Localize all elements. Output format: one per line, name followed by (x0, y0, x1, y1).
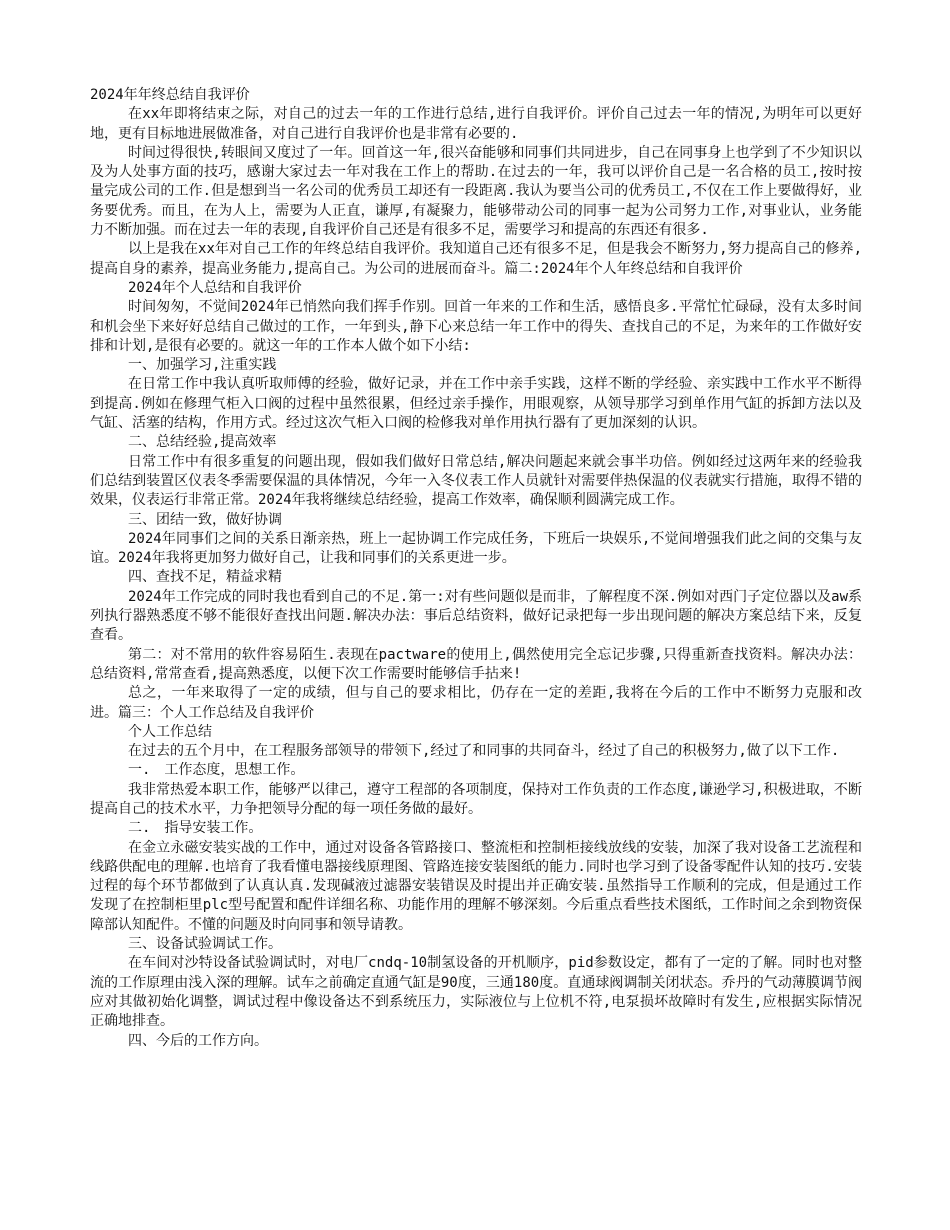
document-title: 2024年年终总结自我评价 (90, 87, 250, 103)
section-heading: 个人工作总结 (128, 723, 212, 740)
section-heading: 二. 指导安装工作。 (128, 820, 263, 837)
document-body (90, 105, 862, 1051)
section-heading: 一. 工作态度，思想工作。 (128, 762, 305, 779)
body-paragraph: 2024年同事们之间的关系日渐亲热，班上一起协调工作完成任务，下班后一块娱乐,不觉间增强我们此之间的交集与友谊。2024年我将更加努力做好自己，让我和同事们的关系更进一步。 (90, 530, 862, 567)
body-paragraph: 2024年工作完成的同时我也看到自己的不足.第一:对有些问题似是而非，了解程度不深.例如对西门子定位器以及aw系列执行器熟悉度不够不能很好查找出问题.解决办法：事后总结资料，做好记录把每一步出现问题的解决方案总结下来，反复查看。 (90, 588, 862, 644)
body-paragraph: 第二：对不常用的软件容易陌生.表现在pactware的使用上,偶然使用完全忘记步骤,只得重新查找资料。解决办法：总结资料,常常查看,提高熟悉度，以便下次工作需要时能够信手拈来! (90, 646, 862, 682)
body-paragraph: 在日常工作中我认真听取师傅的经验，做好记录，并在工作中亲手实践，这样不断的学经验、亲实践中工作水平不断得到提高.例如在修理气柜入口阀的过程中虽然很累，但经过亲手操作，用眼观察，从领导那学习到单作用气缸的拆卸方法以及气缸、活塞的结构，作用方式。经过这次气柜入口阀的检修我对单作用执行器有了更加深刻的认识。 (90, 376, 862, 432)
body-paragraph: 时间匆匆，不觉间2024年已悄然向我们挥手作别。回首一年来的工作和生活，感悟良多.平常忙忙碌碌，没有太多时间和机会坐下来好好总结自己做过的工作，一年到头,静下心来总结一年工作中的得失、查找自己的不足，为来年的工作做好安排和计划,是很有必要的。就这一年的工作本人做个如下小结: (90, 299, 862, 354)
section-heading: 一、加强学习,注重实践 (128, 357, 277, 374)
body-paragraph: 在车间对沙特设备试验调试时，对电厂cndq-10制氢设备的开机顺序，pid参数设定，都有了一定的了解。同时也对整流的工作原理由浅入深的理解。试车之前确定直通气缸是90度，三通180度。直通球阀调制关闭状态。乔丹的气动薄膜调节阀应对其做初始化调整，调试过程中像设备达不到系统压力，实际液位与上位机不符,电泵损坏故障时有发生,应根据实际情况正确地排查。 (90, 955, 862, 1030)
section-heading: 2024年个人总结和自我评价 (128, 279, 302, 296)
section-heading: 四、今后的工作方向。 (128, 1032, 268, 1049)
body-paragraph: 日常工作中有很多重复的问题出现，假如我们做好日常总结,解决问题起来就会事半功倍。例如经过这两年来的经验我们总结到装置区仪表冬季需要保温的具体情况，今年一入冬仪表工作人员就针对需要伴热保温的仪表就实行措施，取得不错的效果，仪表运行非常正常。2024年我将继续总结经验，提高工作效率，确保顺利圆满完成工作。 (90, 453, 862, 509)
section-heading: 三、团结一致，做好协调 (128, 511, 282, 528)
body-paragraph: 时间过得很快,转眼间又度过了一年。回首这一年,很兴奋能够和同事们共同进步，自己在同事身上也学到了不少知识以及为人处事方面的技巧，感谢大家过去一年对我在工作上的帮助.在过去的一年，我可以评价自己是一名合格的员工,按时按量完成公司的工作.但是想到当一名公司的优秀员工却还有一段距离.我认为要当公司的优秀员工,不仅在工作上要做得好，业务要优秀。而且，在为人上，需要为人正直，谦厚,有凝聚力，能够带动公司的同事一起为公司努力工作,对事业认，业务能力不断加强。而在过去一年的表现,自我评价自己还是有很多不足，需要学习和提高的东西还有很多. (90, 144, 862, 239)
section-heading: 三、设备试验调试工作。 (128, 936, 282, 953)
body-paragraph: 总之，一年来取得了一定的成绩，但与自己的要求相比，仍存在一定的差距,我将在今后的工作中不断努力克服和改进。篇三：个人工作总结及自我评价 (90, 685, 862, 721)
section-heading: 二、总结经验,提高效率 (128, 434, 277, 451)
body-paragraph: 以上是我在xx年对自己工作的年终总结自我评价。我知道自己还有很多不足，但是我会不断努力,努力提高自己的修养,提高自身的素养，提高业务能力,提高自己。为公司的进展而奋斗。篇二:2024年个人年终总结和自我评价 (90, 241, 862, 277)
section-heading: 四、查找不足，精益求精 (128, 569, 282, 586)
body-paragraph: 在xx年即将结束之际，对自己的过去一年的工作进行总结,进行自我评价。评价自己过去一年的情况,为明年可以更好地，更有目标地进展做准备，对自己进行自我评价也是非常有必要的. (90, 106, 862, 142)
body-paragraph: 在金立永磁安装实战的工作中，通过对设备各管路接口、整流柜和控制柜接线放线的安装，加深了我对设备工艺流程和线路供配电的理解.也培育了我看懂电器接线原理图、管路连接安装图纸的能力.同时也学习到了设备零配件认知的技巧.安装过程的每个环节都做到了认真认真.发现碱液过滤器安装错误及时提出并正确安装.虽然指导工作顺利的完成，但是通过工作发现了在控制柜里plc型号配置和配件详细名称、功能作用的理解不够深刻。今后重点看些技术图纸，工作时间之余到物资保障部认知配件。不懂的问题及时向同事和领导请教。 (90, 839, 862, 933)
body-paragraph: 我非常热爱本职工作，能够严以律己，遵守工程部的各项制度，保持对工作负责的工作态度,谦逊学习,积极进取，不断提高自己的技术水平，力争把领导分配的每一项任务做的最好。 (90, 781, 862, 817)
body-paragraph: 在过去的五个月中，在工程服务部领导的带领下,经过了和同事的共同奋斗，经过了自己的积极努力,做了以下工作. (128, 743, 840, 760)
